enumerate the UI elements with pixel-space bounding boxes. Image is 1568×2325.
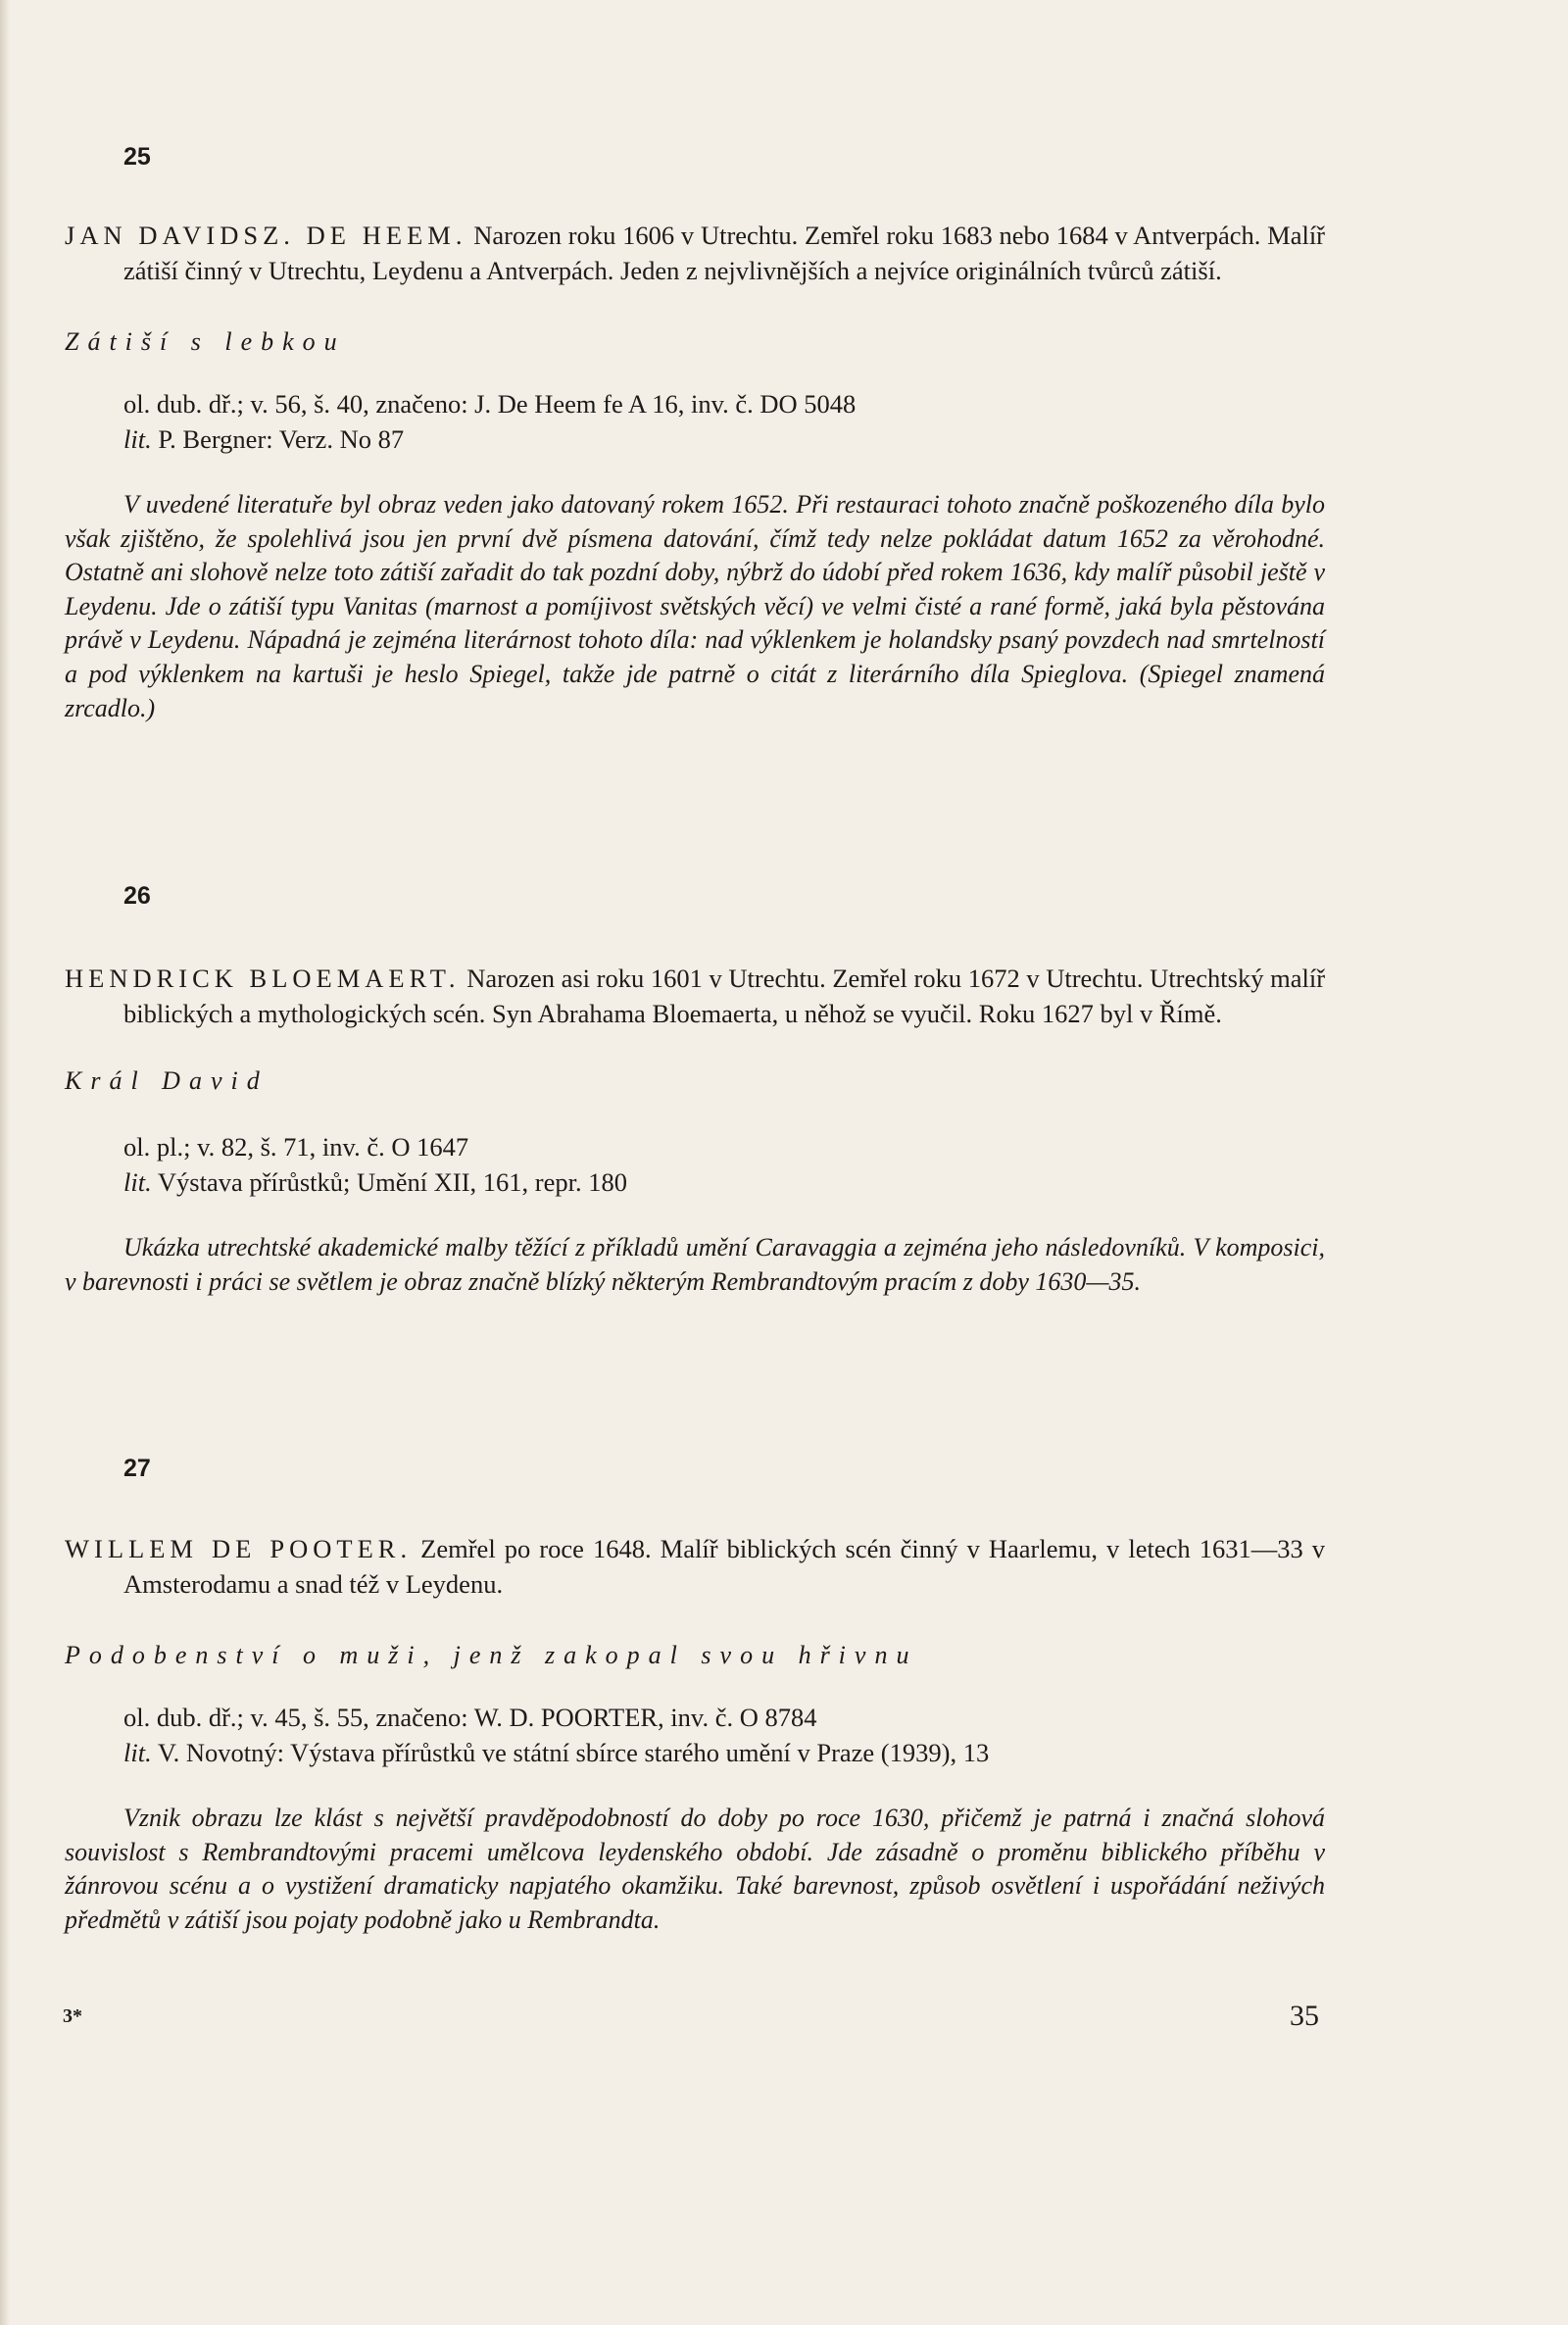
bio-text: Narozen asi roku 1601 v Utrechtu. Zemřel roku 1672 v Utrechtu. Utrechtský malíř biblických a mythologických scén. Syn Abrahama Bloemaerta, u něhož se vyučil. Roku 1627 byl v Římě.	[123, 964, 1326, 1028]
lit-label: lit.	[123, 424, 152, 454]
artwork-title: Zátiší s lebkou	[65, 327, 346, 356]
bio-text: Narozen roku 1606 v Utrechtu. Zemřel roku 1683 nebo 1684 v Antverpách. Malíř zátiší činný v Utrechtu, Leydenu a Antverpách. Jeden z nejvlivnějších a nejvíce originálních tvůrců zátiší.	[123, 221, 1326, 285]
literature-line	[123, 421, 1325, 457]
lit-text: Výstava přírůstků; Umění XII, 161, repr. 180	[157, 1167, 627, 1197]
entry-number: 26	[123, 882, 151, 910]
lit-text: P. Bergner: Verz. No 87	[158, 424, 405, 454]
artwork-details	[65, 386, 1325, 457]
artwork-details	[65, 1700, 1325, 1770]
catalog-entry	[65, 1531, 1325, 1937]
commentary-text: V uvedené literatuře byl obraz veden jako datovaný rokem 1652. Při restauraci tohoto značně poškozeného díla bylo však zjištěno, že spolehlivá jsou jen první dvě písmena datování, čímž tedy nelze pokládat datum 1652 za věrohodné. Ostatně ani slohově nelze toto zátiší zařadit do tak pozdní doby, nýbrž do údobí před rokem 1636, kdy malíř působil ještě v Leydenu. Jde o zátiší typu Vanitas (marnost a pomíjivost světských věcí) ve velmi čisté a rané formě, jaká byla pěstována právě v Leydenu. Nápadná je zejména literárnost tohoto díla: nad výklenkem je holandsky psaný povzdech nad smrtelností a pod výklenkem na kartuši je heslo Spiegel, takže jde patrně o citát z literárního díla Spieglova. (Spiegel znamená zrcadlo.)	[65, 490, 1325, 722]
commentary-text: Ukázka utrechtské akademické malby těžící z příkladů umění Caravaggia a zejména jeho následovníků. V komposici, v barevnosti i práci se světlem je obraz značně blízký některým Rembrandtovým pracím z doby 1630—35.	[65, 1233, 1325, 1296]
page-number: 35	[1290, 2000, 1319, 2032]
artist-name: HENDRICK BLOEMAERT.	[65, 964, 461, 993]
entry-number: 27	[123, 1455, 151, 1482]
artwork-title: Podobenství o muži, jenž zakopal svou hřivnu	[65, 1641, 918, 1669]
lit-text: V. Novotný: Výstava přírůstků ve státní sbírce starého umění v Praze (1939), 13	[157, 1738, 990, 1767]
artist-name: JAN DAVIDSZ. DE HEEM.	[65, 221, 467, 250]
literature-line	[123, 1735, 1325, 1770]
page-edge	[0, 0, 10, 2325]
entry-bio	[65, 218, 1325, 288]
literature-line	[123, 1164, 1325, 1200]
details-line: ol. pl.; v. 82, š. 71, inv. č. O 1647	[123, 1132, 469, 1162]
artwork-details	[65, 1129, 1325, 1200]
details-line: ol. dub. dř.; v. 45, š. 55, značeno: W. D. POORTER, inv. č. O 8784	[123, 1703, 817, 1732]
artwork-title: Král David	[65, 1066, 269, 1095]
catalog-entry	[65, 218, 1325, 725]
printer-signature: 3*	[63, 2005, 82, 2027]
entry-bio	[65, 961, 1325, 1031]
commentary-text: Vznik obrazu lze klást s největší pravděpodobností do doby po roce 1630, přičemž je patrná i značná slohová souvislost s Rembrandtovými pracemi umělcova leydenského období. Jde zásadně o proměnu biblického příběhu v žánrovou scénu a o vystižení dramaticky napjatého okamžiku. Také barevnost, způsob osvětlení i uspořádání neživých předmětů v zátiší jsou pojaty podobně jako u Rembrandta.	[65, 1804, 1325, 1934]
entry-bio	[65, 1531, 1325, 1602]
details-line: ol. dub. dř.; v. 56, š. 40, značeno: J. De Heem fe A 16, inv. č. DO 5048	[123, 389, 857, 419]
bio-text: Zemřel po roce 1648. Malíř biblických scén činný v Haarlemu, v letech 1631—33 v Amsterodamu a snad též v Leydenu.	[123, 1534, 1325, 1599]
artist-name: WILLEM DE POOTER.	[65, 1534, 413, 1563]
lit-label: lit.	[123, 1167, 152, 1197]
entry-number: 25	[123, 143, 151, 171]
catalog-entry	[65, 961, 1325, 1299]
lit-label: lit.	[123, 1738, 152, 1767]
